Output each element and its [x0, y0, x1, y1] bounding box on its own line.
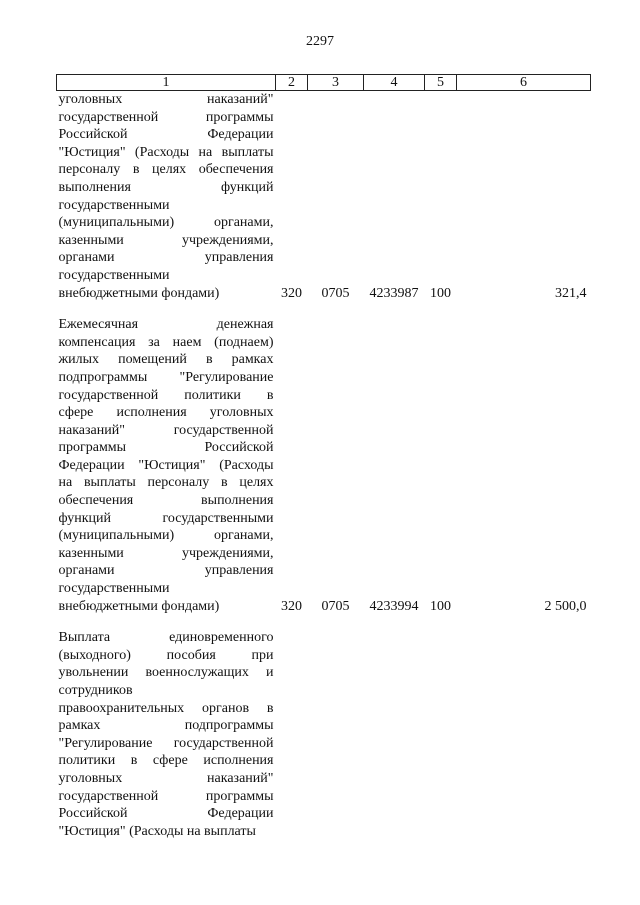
description-line: "Регулирование государственной	[58, 735, 274, 751]
expense-type-code: 100	[430, 598, 451, 614]
description-line: уголовных наказаний"	[58, 92, 274, 107]
description-line: сотрудников	[58, 683, 133, 698]
ministry-code: 320	[281, 285, 302, 301]
description-line: рамках подпрограммы	[58, 718, 274, 734]
description-line: выполнения функций	[58, 179, 274, 195]
description-line: (муниципальными) органами,	[58, 528, 274, 544]
expense-type-code: 100	[430, 285, 451, 301]
description-line: компенсация за наем (поднаем)	[58, 334, 274, 350]
target-article-code	[364, 629, 425, 840]
amount-value	[457, 629, 591, 840]
section-code: 0705	[321, 598, 350, 614]
description-line: жилых помещений в рамках	[58, 352, 274, 368]
description-line: внебюджетными фондами)	[58, 285, 220, 301]
description-line: политики в сфере исполнения	[58, 753, 274, 769]
description-line: органами управления	[58, 250, 274, 266]
description-line: Ежемесячная денежная	[58, 317, 274, 333]
description-line: сфере исполнения уголовных	[58, 405, 274, 421]
description-line: программы Российской	[58, 440, 274, 456]
amount-value: 321,4	[555, 285, 587, 301]
description-line: увольнении военнослужащих и	[58, 665, 274, 681]
target-article-code: 4233987	[369, 285, 419, 301]
description-line: государственными	[58, 197, 170, 213]
item-description	[57, 91, 276, 303]
item-description	[57, 316, 276, 615]
description-line: органами управления	[58, 563, 274, 579]
description-line: Федерации "Юстиция" (Расходы	[58, 457, 274, 473]
description-line: Российской Федерации	[58, 806, 274, 822]
description-line: государственной программы	[58, 109, 274, 125]
description-line: государственными	[58, 581, 170, 597]
description-line: правоохранительных органов в	[58, 700, 274, 716]
description-line: на выплаты персоналу в целях	[58, 475, 274, 491]
description-line: казенными учреждениями,	[58, 232, 274, 248]
description-line: (выходного) пособия при	[58, 647, 274, 663]
description-line: функций государственными	[58, 510, 274, 526]
description-line: государственными	[58, 267, 170, 283]
column-number-header	[57, 75, 591, 91]
description-line: наказаний" государственной	[58, 422, 274, 438]
row-spacer	[57, 302, 591, 316]
budget-table	[56, 74, 591, 840]
description-line: Российской Федерации	[58, 127, 274, 143]
column-header-4: 4	[364, 75, 425, 91]
description-line: Выплата единовременного	[58, 630, 274, 646]
column-header-6: 6	[457, 75, 591, 91]
description-line: государственной политики в	[58, 387, 274, 403]
description-line: "Юстиция" (Расходы на выплаты	[58, 823, 256, 839]
description-line: (муниципальными) органами,	[58, 215, 274, 231]
column-header-1: 1	[57, 75, 276, 91]
ministry-code: 320	[281, 598, 302, 614]
row-spacer	[57, 615, 591, 629]
description-line: подпрограммы "Регулирование	[58, 369, 274, 385]
expense-type-code	[425, 629, 457, 840]
description-line: внебюджетными фондами)	[58, 598, 220, 614]
table-row	[57, 316, 591, 615]
column-header-2: 2	[276, 75, 308, 91]
target-article-code: 4233994	[369, 598, 419, 614]
column-header-3: 3	[308, 75, 364, 91]
table-row	[57, 91, 591, 303]
description-line: персоналу в целях обеспечения	[58, 162, 274, 178]
page-number: 2297	[306, 34, 334, 49]
description-line: обеспечения выполнения	[58, 493, 274, 509]
description-line: "Юстиция" (Расходы на выплаты	[58, 144, 274, 160]
item-description	[57, 629, 276, 840]
section-code: 0705	[321, 285, 350, 301]
description-line: казенными учреждениями,	[58, 545, 274, 561]
amount-value: 2 500,0	[544, 598, 587, 614]
table-body	[57, 91, 591, 841]
description-line: уголовных наказаний"	[58, 770, 274, 786]
description-line: государственной программы	[58, 788, 274, 804]
column-header-5: 5	[425, 75, 457, 91]
section-code	[308, 629, 364, 840]
table-row	[57, 629, 591, 840]
ministry-code	[276, 629, 308, 840]
